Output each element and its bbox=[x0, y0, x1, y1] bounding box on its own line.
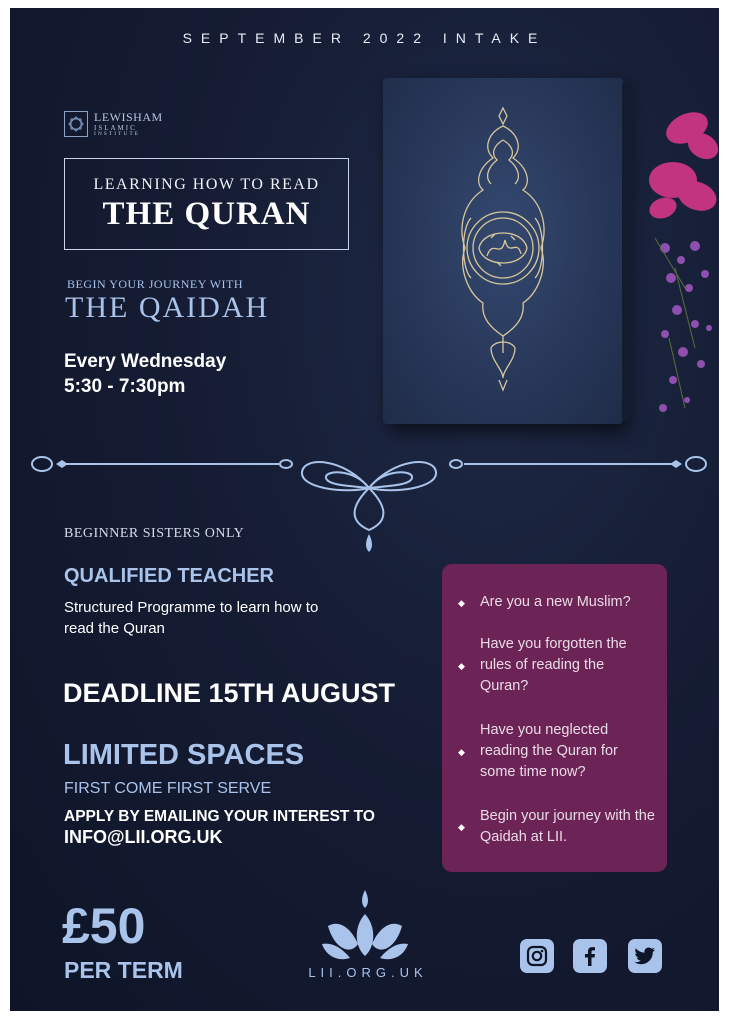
diamond-bullet-icon: ◆ bbox=[458, 822, 465, 832]
qualified-teacher: QUALIFIED TEACHER bbox=[64, 565, 274, 587]
price-amount: £50 bbox=[62, 898, 146, 954]
first-come-first-serve: FIRST COME FIRST SERVE bbox=[64, 780, 272, 797]
website-link[interactable]: LII.ORG.UK bbox=[308, 965, 428, 980]
contact-email[interactable]: INFO@LII.ORG.UK bbox=[64, 827, 223, 847]
subtitle-small: BEGIN YOUR JOURNEY WITH bbox=[67, 277, 244, 291]
limited-spaces: LIMITED SPACES bbox=[63, 739, 305, 771]
twitter-icon[interactable] bbox=[628, 939, 662, 973]
schedule-day: Every Wednesday bbox=[64, 351, 227, 372]
programme-description: Structured Programme to learn how to read the Quran bbox=[64, 599, 319, 637]
apply-instruction: APPLY BY EMAILING YOUR INTEREST TO bbox=[64, 808, 375, 825]
questions-box: ◆ Are you a new Muslim? ◆ Have you forgotten the rules of reading the Quran? ◆ Have you neglected reading the Quran for some time now? ◆ Begin your journey with the Qaidah at LII. bbox=[442, 564, 667, 872]
flowers-image bbox=[625, 88, 719, 433]
facebook-icon[interactable] bbox=[573, 939, 607, 973]
logo-line-3: INSTITUTE bbox=[94, 131, 141, 137]
price-period: PER TERM bbox=[64, 957, 183, 983]
diamond-bullet-icon: ◆ bbox=[458, 747, 465, 757]
schedule-time: 5:30 - 7:30pm bbox=[64, 376, 186, 397]
diamond-bullet-icon: ◆ bbox=[458, 661, 465, 671]
intake-heading: SEPTEMBER 2022 INTAKE bbox=[182, 30, 547, 46]
ornament-icon bbox=[383, 78, 623, 424]
deadline: DEADLINE 15TH AUGUST bbox=[63, 678, 396, 708]
diamond-bullet-icon: ◆ bbox=[458, 598, 465, 608]
title-big: THE QURAN bbox=[102, 196, 311, 232]
geometric-star-icon bbox=[64, 111, 88, 137]
flower-icon bbox=[625, 88, 719, 433]
lii-emblem-icon bbox=[320, 886, 410, 966]
subtitle-big: THE QAIDAH bbox=[65, 291, 270, 324]
poster bbox=[10, 8, 719, 1011]
title-box bbox=[64, 158, 349, 250]
quran-book-image bbox=[383, 78, 623, 424]
audience-label: BEGINNER SISTERS ONLY bbox=[64, 526, 245, 541]
schedule bbox=[64, 349, 226, 399]
title-small: LEARNING HOW TO READ bbox=[93, 176, 320, 193]
institute-logo[interactable] bbox=[64, 111, 163, 138]
instagram-icon[interactable] bbox=[520, 939, 554, 973]
ornamental-divider bbox=[24, 448, 714, 568]
logo-line-2: ISLAMIC bbox=[94, 124, 137, 132]
logo-line-1: LEWISHAM bbox=[94, 110, 163, 124]
